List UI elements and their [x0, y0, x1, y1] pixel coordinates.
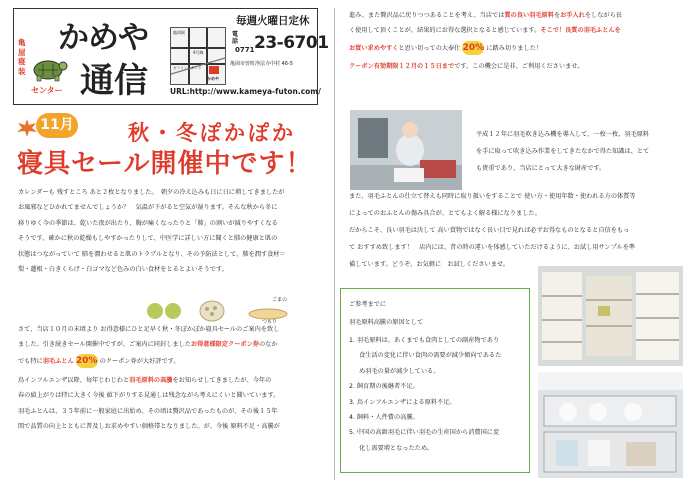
reference-item: め羽毛の量が減少している。	[359, 367, 440, 375]
shop-address: 亀岡市曽町浄法寺中村 46-5	[230, 61, 293, 67]
right-line: く使用して頂くことが、結果的にお得な選択となると感じています。そこで！良質の羽毛ふとんを	[349, 27, 621, 35]
sale-paragraph	[18, 322, 280, 434]
center-label: センター	[31, 86, 63, 95]
store-display-photo	[538, 372, 683, 478]
reference-list	[349, 333, 501, 456]
store-shelf-photo	[538, 266, 683, 366]
logo-sub: 通信	[80, 61, 148, 101]
reference-item: 5. 中国の高級羽毛に伴い羽毛の生産国から消費国に変	[349, 429, 500, 437]
area-code: 0771	[235, 46, 255, 54]
intro-line: カレンダーも 残すところ あと２枚となりました。 朝夕の冷え込みも日に日に増してきましたが	[18, 189, 285, 196]
sale-line: さて、当店１０月の末頃より お得意様にひと足早く秋・冬ぽかぽか寝具セールのご案内を致し	[18, 326, 280, 333]
reference-box	[340, 288, 530, 473]
intro-paragraph	[18, 185, 286, 277]
price-line: 間で品質の向上とともに普及しお求めやすい価格帯となりました。が、今後 原料不足・高騰が	[18, 423, 280, 431]
sale-line: ました。引き続きセール開催中ですが、ご案内に同封しましたお得意様限定クーポン券のなか	[18, 341, 278, 349]
map-label-shop: かめや	[207, 76, 219, 81]
price-rise-highlight: 羽毛原料の高騰	[129, 376, 173, 384]
intro-line: 状態はつながっていて 肺を潤わせると肌のトラブルとなり、その予防法として、肺を潤す食材＝	[18, 250, 286, 258]
right-intro	[349, 8, 622, 74]
weekly-closed: 毎週火曜日定休	[236, 15, 310, 27]
intro-line: 移りゆく今の季節は、乾いた夜が出たり、胸が痛くなったりと「肺」の割いが減りやすくなる	[18, 219, 278, 227]
intro-line: お風邪などひかれてませんでしょうか？ 気温が下がると空気が湿ります。そんな秋から冬に	[18, 204, 278, 212]
workshop-text: 平成１２年に羽毛吹き込み機を導入して、一枚一枚、羽毛原料 を手に取って吹き込み作業をしてきたなかで得た知識は、とて も貴重であり、当店にとって大きな財産です。	[476, 131, 650, 172]
logo-main: かめや	[58, 20, 148, 56]
month-badge: 11月	[36, 113, 78, 138]
price-line: 春の値上がりは特に大きく今後 値下がりする見通しは残念ながら考えにくいと聞いています。	[18, 392, 280, 400]
food-label-fruit: つもり	[262, 319, 278, 325]
discount-badge: 20%	[462, 42, 485, 53]
sale-line: でも特に羽毛ふとん 20% のクーポン券が大好評です。	[18, 355, 180, 366]
reference-item: 1. 羽毛原料は、あくまでも食肉としての副産物であり	[349, 337, 500, 344]
discount-badge: 20%	[75, 355, 98, 366]
food-label-sesame: ごまの	[272, 297, 288, 303]
price-line: 鳥インフルエンザ以降、毎年じわじわと羽毛原料の高騰をお知らせしてきましたが、今年の	[18, 376, 272, 384]
coupon-deadline: クーポン有効期限１２月の１５日まで	[349, 62, 455, 70]
map-label-station: 亀岡駅	[173, 30, 185, 35]
reference-title: ご参考までに	[349, 301, 387, 308]
website-link[interactable]: URL:http://www.kameya-futon.com/	[170, 87, 321, 96]
column-divider	[334, 8, 335, 480]
map-label-route: 9号線	[193, 50, 204, 55]
shop-map	[170, 27, 226, 85]
headline-line2: 寝具セール開催中です！	[17, 149, 313, 179]
reference-item: 2. 飼育期の後継者不足。	[349, 383, 419, 391]
right-line: 進み、また贅沢品に戻りつつあることを考え、当店では質の良い羽毛原料をお手入れをしながら長	[349, 12, 622, 19]
remake-paragraph: また、羽毛ふとんの仕立て替えも同時に取り扱いをすることで 使い方・使用年数・使われる方の体質等 によってのおふとんの傷み具合が、とてもよく解る様になりました。 だからこそ、良い羽毛は決して 高い買物ではなく長い目で見れば必ずお得なものとなると自信をもっ て おすすめ致します！ 店内には、昔の時の違いを体感していただけるように、お試し用サンプルを準 備しています。どうぞ、お気軽に お試しくださいませ。	[349, 193, 636, 268]
reference-item: 化し需要増となったため。	[359, 444, 434, 452]
reference-subtitle: 羽毛原料高騰の原因として	[349, 319, 424, 326]
price-line: 羽毛ふとんは、３５年前に一般家庭に出始め、その頃は贅沢品であったものが、その後１５年	[18, 407, 278, 415]
maple-leaf-icon	[16, 118, 38, 142]
reference-item: 食生活の変化に伴い食肉の需要が減少傾向であるた	[359, 352, 502, 360]
reference-item: 4. 飼料・人件費の高騰。	[349, 414, 419, 422]
turtle-icon	[28, 56, 68, 82]
reference-item: 3. 鳥インフルエンザによる原料不足。	[349, 398, 456, 406]
workshop-photo	[350, 110, 462, 190]
tel-label: 電話	[232, 31, 239, 45]
tel-number: 23-6701	[254, 33, 329, 53]
down-futon-highlight: 羽毛ふとん	[42, 357, 74, 365]
headline-line1: 秋・冬ぽかぽか	[128, 121, 296, 145]
vertical-shop-name: 亀屋寝装	[18, 38, 26, 76]
map-label-gas: ガソリンスタンド	[173, 66, 202, 70]
intro-line: そうです。確かに秋の乾燥もしやすかったりして、中医学に詳しい方に聞くと肺の健康と肌の	[18, 235, 278, 243]
right-line: お買い求めやすくと思い切っての大奉仕 20% に踏み切りました！	[349, 42, 542, 53]
right-line: クーポン有効期限１２月の１５日までです。この機会に是非、ご利用くださいませ。	[349, 62, 584, 70]
intro-line: 梨・蓮根・白きくらげ・白ゴマなど色みの白い食材をとるとよいそうです。	[18, 266, 228, 274]
pear-icon	[146, 300, 182, 324]
coupon-highlight: お得意様限定クーポン券	[190, 341, 259, 349]
